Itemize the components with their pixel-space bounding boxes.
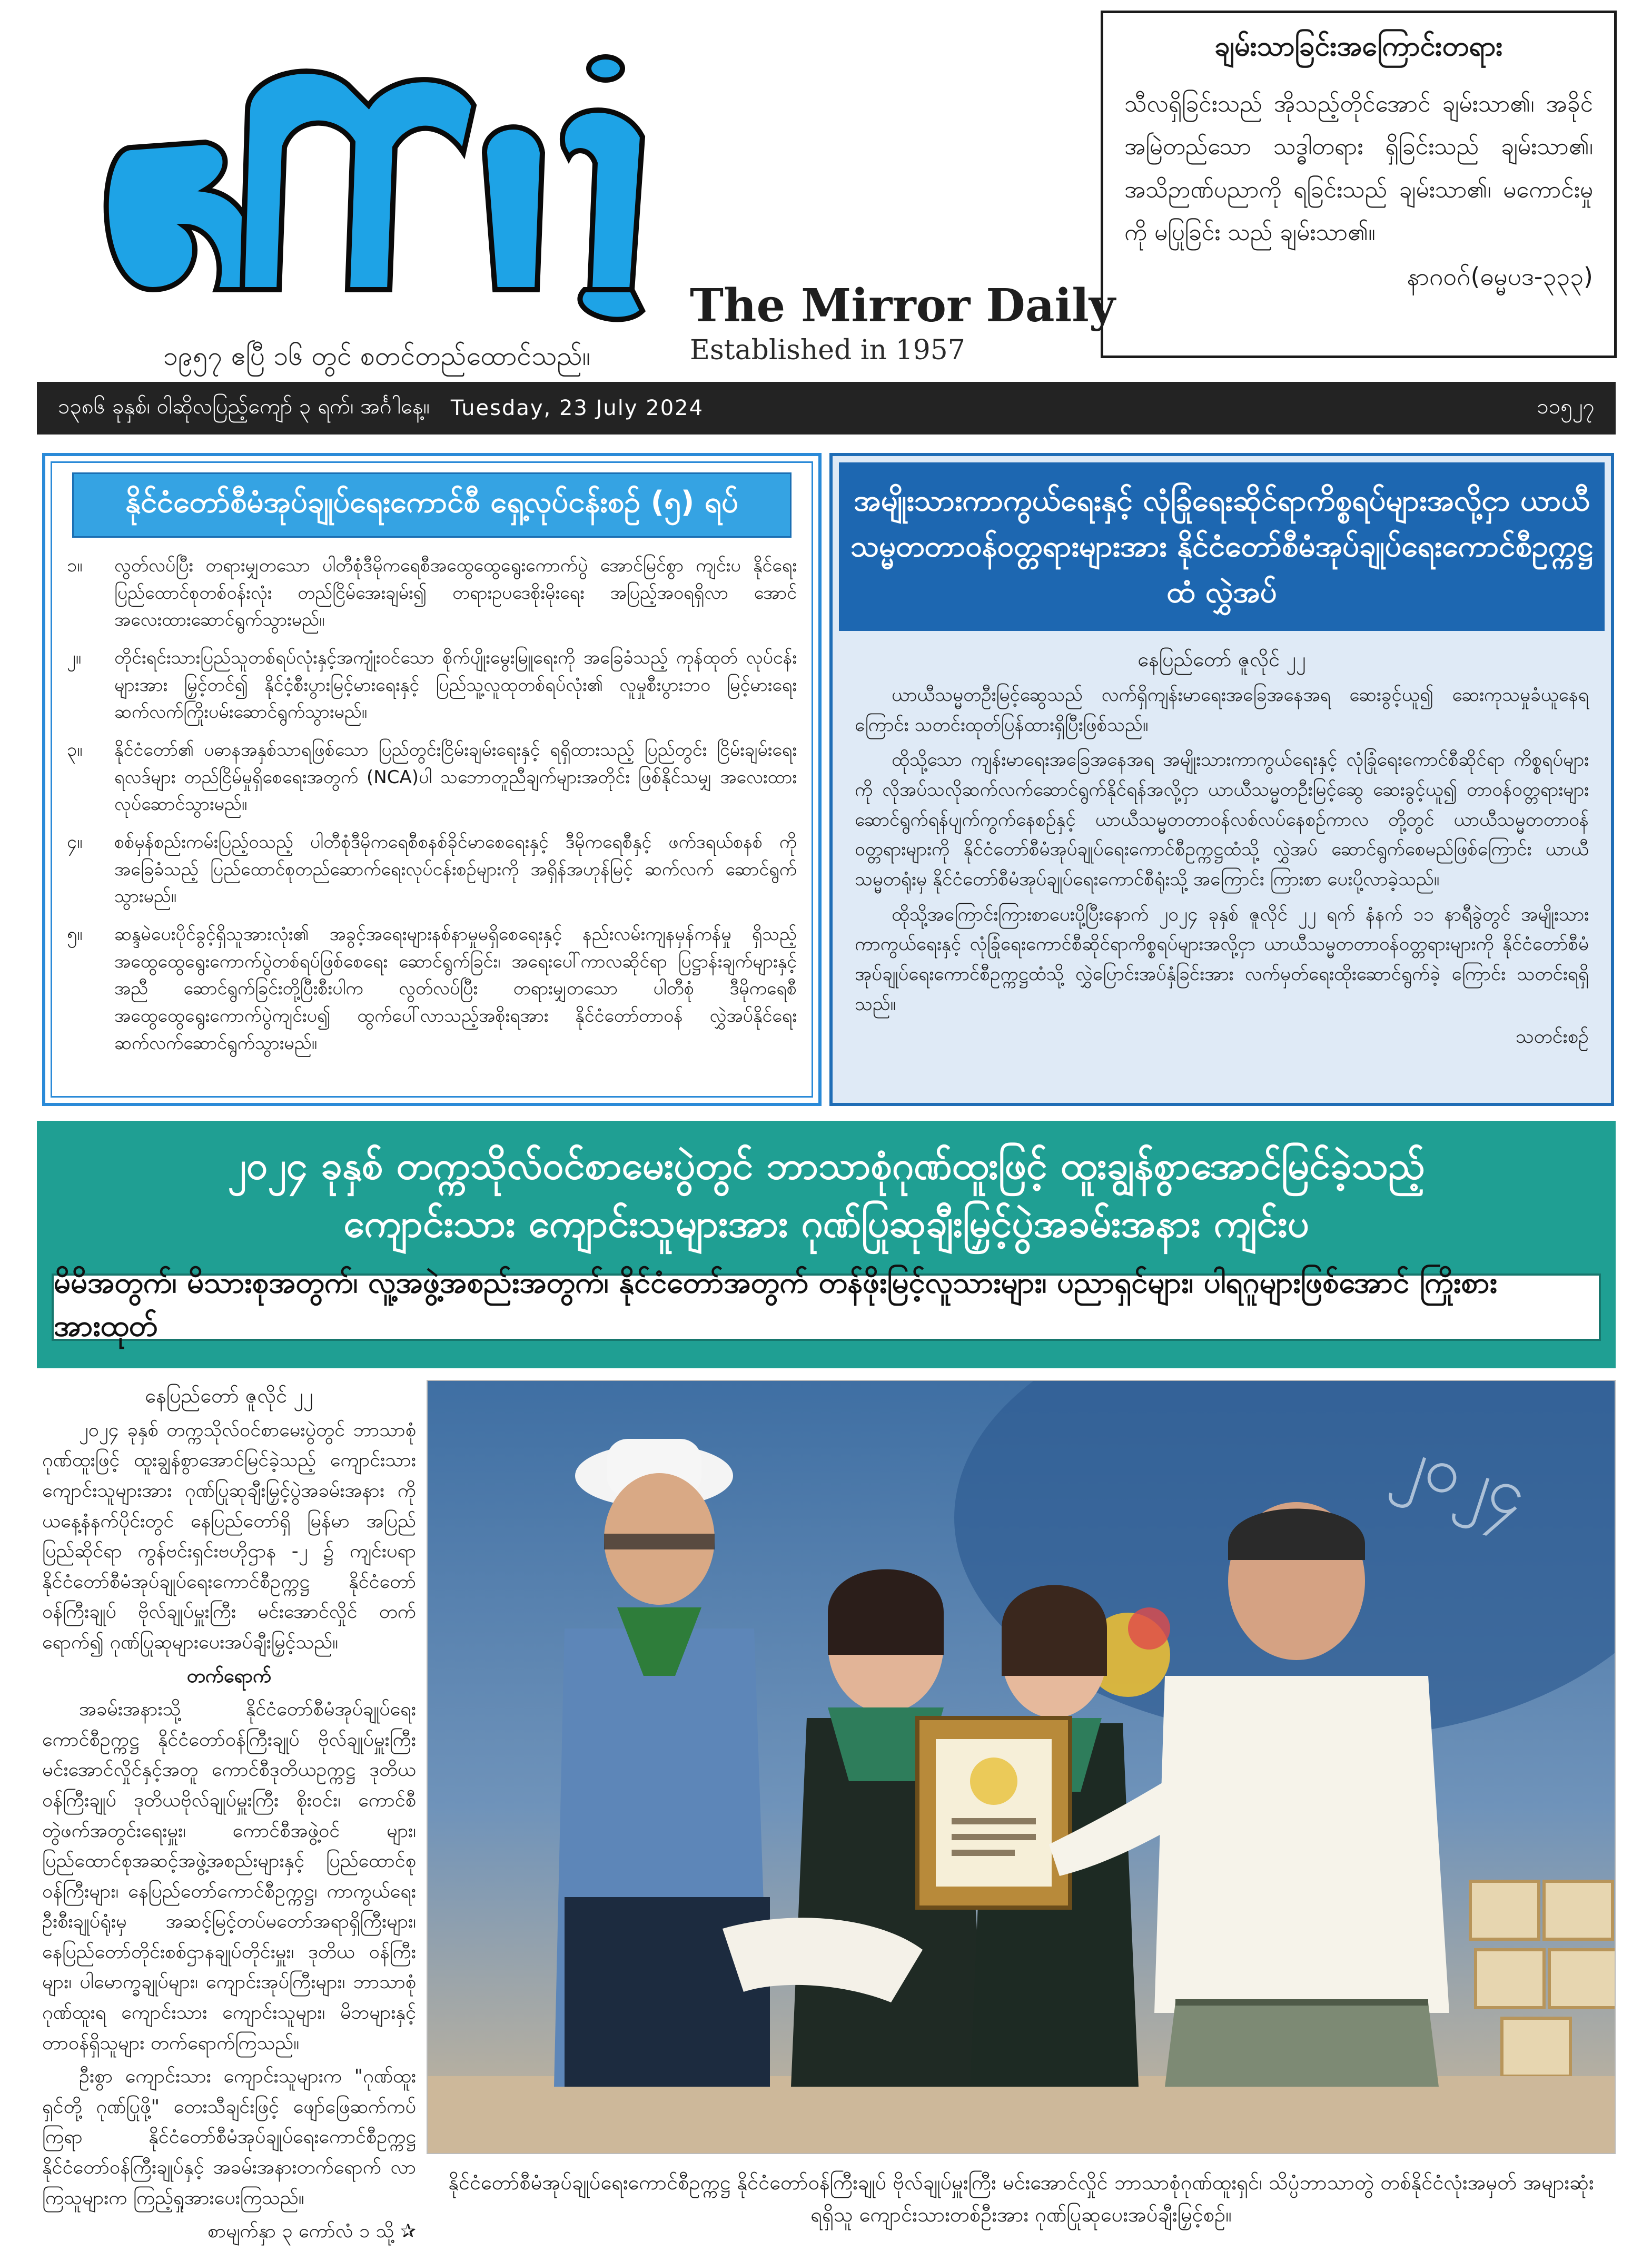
- wall-text: ၂၀၂၄: [1387, 1420, 1536, 1532]
- issue-number: ၁၁၅၂၇: [1537, 394, 1595, 419]
- article-paragraph: အခမ်းအနားသို့ နိုင်ငံတော်စီမံအုပ်ချုပ်ရေး ကောင်စီဥက္ကဋ္ဌ နိုင်ငံတော်ဝန်ကြီးချုပ် ဗိုလ်ချုပ်မှူးကြီး မင်းအောင်လှိုင်နှင့်အတူ ကောင်စီဒုတိယဥက္ကဋ္ဌ ဒုတိယဝန်ကြီးချုပ် ဒုတိယဗိုလ်ချုပ်မှူးကြီး စိုးဝင်း၊ ကောင်စီတွဲဖက်အတွင်းရေးမှူး၊ ကောင်စီအဖွဲ့ဝင် များ၊ ပြည်ထောင်စုအဆင့်အဖွဲ့အစည်းများနှင့် ပြည်ထောင်စု ဝန်ကြီးများ၊ နေပြည်တော်ကောင်စီဥက္ကဋ္ဌ၊ ကာကွယ်ရေး ဦးစီးချုပ်ရုံးမှ အဆင့်မြင့်တပ်မတော်အရာရှိကြီးများ၊ နေပြည်တော်တိုင်းစစ်ဌာနချုပ်တိုင်းမှူး၊ ဒုတိယ ဝန်ကြီးများ၊ ပါမောက္ခချုပ်များ၊ ကျောင်းအုပ်ကြီးများ၊ ဘာသာစုံဂုဏ်ထူးရ ကျောင်းသား ကျောင်းသူများ၊ မိဘများနှင့် တာဝန်ရှိသူများ တက်ရောက်ကြသည်။: [42, 1699, 416, 2054]
- photo-caption: နိုင်ငံတော်စီမံအုပ်ချုပ်ရေးကောင်စီဥက္ကဋ္ဌ နိုင်ငံတော်ဝန်ကြီးချုပ် ဗိုလ်ချုပ်မှူးကြီး မင်းအောင်လှိုင် ဘာသာစုံဂုဏ်ထူးရှင်၊ သိပ္ပံဘာသာတွဲ တစ်နိုင်ငံလုံးအမှတ် အများဆုံးရရှိသူ ကျောင်းသားတစ်ဦးအား ဂုဏ်ပြုဆုပေးအပ်ချီးမြှင့်စဉ်။: [448, 2171, 1594, 2226]
- quote-source: နာဂဝဂ်(ဓမ္မပဒ-၃၃၃): [1407, 262, 1593, 291]
- article-paragraph: ဦးစွာ ကျောင်းသား ကျောင်းသူများက "ဂုဏ်ထူး ရှင်တို့ ဂုဏ်ပြုဖို့" တေးသီချင်းဖြင့် ဖျော်ဖြေဆက်ကပ် ကြရာ နိုင်ငံတော်စီမံအုပ်ချုပ်ရေးကောင်စီဥက္ကဋ္ဌ နိုင်ငံတော်ဝန်ကြီးချုပ်နှင့် အခမ်းအနားတက်ရောက် လာကြသူများက ကြည့်ရှုအားပေးကြသည်။: [42, 2066, 416, 2209]
- transfer-body: [839, 631, 1605, 1064]
- transfer-headline: အမျိုးသားကာကွယ်ရေးနှင့် လုံခြုံရေးဆိုင်ရာကိစ္စရပ်များအလို့ငှာ ယာယီသမ္မတတာဝန်ဝတ္တရားများအား နိုင်ငံတော်စီမံအုပ်ချုပ်ရေးကောင်စီဥက္ကဋ္ဌထံ လွှဲအပ်: [839, 462, 1605, 631]
- quote-body: သီလရှိခြင်းသည် အိုသည့်တိုင်အောင် ချမ်းသာ၏၊ အခိုင်အမြဲတည်သော သဒ္ဓါတရား ရှိခြင်းသည် ချမ်းသာ၏၊ အသိဉာဏ်ပညာကို ရခြင်းသည် ချမ်းသာ၏၊ မကောင်းမှုကို မပြုခြင်း သည် ချမ်းသာ၏။: [1124, 91, 1593, 246]
- continued-link[interactable]: စာမျက်နှာ ၃ ကော်လံ ၁ သို့ ✰: [207, 2220, 416, 2243]
- main-article: [42, 1380, 416, 2249]
- objective-item: [67, 829, 797, 911]
- item-text: လွတ်လပ်ပြီး တရားမျှတသော ပါတီစုံဒီမိုကရေစီအထွေထွေရွေးကောက်ပွဲ အောင်မြင်စွာ ကျင်းပ နိုင်ရေး ပြည်ထောင်စုတစ်ဝန်းလုံး တည်ငြိမ်အေးချမ်း၍ တရားဥပဒေစိုးမိုးရေး အပြည့်အဝရရှိလာ အောင် အလေးထားဆောင်ရွက်သွားမည်။: [114, 555, 797, 631]
- item-text: တိုင်းရင်းသားပြည်သူတစ်ရပ်လုံးနှင့်အကျုံးဝင်သော စိုက်ပျိုးမွေးမြူရေးကို အခြေခံသည့် ကုန်ထုတ် လုပ်ငန်းများအား မြှင့်တင်၍ နိုင်ငံ့စီးပွားမြင့်မားရေးနှင့် ပြည်သူ့လူထုတစ်ရပ်လုံး၏ လူမှုစီးပွားဘဝ မြင့်မားရေး ဆက်လက်ကြိုးပမ်းဆောင်ရွက်သွားမည်။: [114, 647, 797, 723]
- transfer-news-box: [829, 453, 1614, 1106]
- english-date: Tuesday, 23 July 2024: [450, 396, 704, 420]
- objective-item: [67, 552, 797, 634]
- item-text: စစ်မှန်စည်းကမ်းပြည့်ဝသည့် ပါတီစုံဒီမိုကရေစီစနစ်ခိုင်မာစေရေးနှင့် ဒီမိုကရေစီနှင့် ဖက်ဒရယ်စနစ် ကို အခြေခံသည့် ပြည်ထောင်စုတည်ဆောက်ရေးလုပ်ငန်းစဉ်များကို အရှိန်အဟုန်မြင့် ဆက်လက် ဆောင်ရွက်သွားမည်။: [114, 832, 797, 907]
- item-number: ၃။: [67, 739, 83, 761]
- transfer-paragraph: ထိုသို့သော ကျန်းမာရေးအခြေအနေအရ အမျိုးသားကာကွယ်ရေးနှင့် လုံခြုံရေးကောင်စီဆိုင်ရာ ကိစ္စရပ်များကို လိုအပ်သလိုဆက်လက်ဆောင်ရွက်နိုင်ရန်အလို့ငှာ ယာယီသမ္မတဦးမြင့်ဆွေ ဆေးခွင့်ယူ၍ တာဝန်ဝတ္တရားများ ဆောင်ရွက်ရန်ပျက်ကွက်နေစဉ်နှင့် ယာယီသမ္မတတာဝန်လစ်လပ်နေစဉ်ကာလ တို့တွင် ယာယီသမ္မတတာဝန်ဝတ္တရားများကို နိုင်ငံတော်စီမံအုပ်ချုပ်ရေးကောင်စီဥက္ကဋ္ဌထံသို့ လွှဲအပ် ဆောင်ရွက်စေမည်ဖြစ်ကြောင်း ယာယီသမ္မတရုံးမှ နိုင်ငံတော်စီမံအုပ်ချုပ်ရေးကောင်စီရုံးသို့ အကြောင်း ကြားစာ ပေးပို့လာခဲ့သည်။: [855, 749, 1589, 891]
- item-text: ဆန္ဒမဲပေးပိုင်ခွင့်ရှိသူအားလုံး၏ အခွင့်အရေးများနစ်နာမှုမရှိစေရေးနှင့် နည်းလမ်းကျနမှန်ကန်မှု ရှိသည့် အထွေထွေရွေးကောက်ပွဲတစ်ရပ်ဖြစ်စေရေး ဆောင်ရွက်ခြင်း၊ အရေးပေါ်ကာလဆိုင်ရာ ပြဋ္ဌာန်းချက်များနှင့်အညီ ဆောင်ရွက်ခြင်းတို့ပြီးစီးပါက လွတ်လပ်ပြီး တရားမျှတသော ပါတီစုံ ဒီမိုကရေစီ အထွေထွေရွေးကောက်ပွဲကျင်းပ၍ ထွက်ပေါ်လာသည့်အစိုးရအား နိုင်ငံတော်တာဝန် လွှဲအပ်နိုင်ရေး ဆက်လက်ဆောင်ရွက်သွားမည်။: [114, 924, 797, 1054]
- founded-line: ၁၉၅၇ ဧပြီ ၁၆ တွင် စတင်တည်ထောင်သည်။: [163, 341, 590, 371]
- photo-illustration: [428, 1381, 1616, 2154]
- article-dateline: နေပြည်တော် ဇူလိုင် ၂၂: [145, 1384, 313, 1407]
- item-number: ၁။: [67, 555, 83, 576]
- item-number: ၄။: [67, 832, 83, 853]
- headline-subhead: မိမိအတွက်၊ မိသားစုအတွက်၊ လူ့အဖွဲ့အစည်းအတွက်၊ နိုင်ငံတော်အတွက် တန်ဖိုးမြင့်လူသားများ၊ ပညာရှင်များ၊ ပါရဂူများဖြစ်အောင် ကြိုးစားအားထုတ်: [52, 1273, 1601, 1341]
- main-headline-banner: [37, 1121, 1616, 1368]
- item-text: နိုင်ငံတော်၏ ပဓာနအနှစ်သာရဖြစ်သော ပြည်တွင်းငြိမ်းချမ်းရေးနှင့် ရရှိထားသည့် ပြည်တွင်း ငြိမ်းချမ်းရေးရလဒ်များ တည်ငြိမ်မှုရှိစေရေးအတွက် (NCA)ပါ သဘောတူညီချက်များအတိုင်း ဖြစ်နိုင်သမျှ အလေးထား လုပ်ဆောင်သွားမည်။: [114, 739, 797, 815]
- article-paragraph: ၂၀၂၄ ခုနှစ် တက္ကသိုလ်ဝင်စာမေးပွဲတွင် ဘာသာစုံ ဂုဏ်ထူးဖြင့် ထူးချွန်စွာအောင်မြင်ခဲ့သည့် ကျောင်းသား ကျောင်းသူများအား ဂုဏ်ပြုဆုချီးမြှင့်ပွဲအခမ်းအနား ကို ယနေ့နံနက်ပိုင်းတွင် နေပြည်တော်ရှိ မြန်မာ အပြည်ပြည်ဆိုင်ရာ ကွန်ဗင်းရှင်းဗဟိုဌာန -၂ ၌ ကျင်းပရာ နိုင်ငံတော်စီမံအုပ်ချုပ်ရေးကောင်စီဥက္ကဋ္ဌ နိုင်ငံတော်ဝန်ကြီးချုပ် ဗိုလ်ချုပ်မှူးကြီး မင်းအောင်လှိုင် တက်ရောက်၍ ဂုဏ်ပြုဆုများပေးအပ်ချီးမြှင့်သည်။: [42, 1419, 416, 1653]
- established-line: Established in 1957: [690, 334, 965, 366]
- masthead: [37, 11, 1115, 379]
- quote-title: ချမ်းသာခြင်းအကြောင်းတရား: [1214, 31, 1503, 62]
- transfer-paragraph: ယာယီသမ္မတဦးမြင့်ဆွေသည် လက်ရှိကျန်းမာရေးအခြေအနေအရ ဆေးခွင့်ယူ၍ ဆေးကုသမှုခံယူနေရ ကြောင်း သတင်းထုတ်ပြန်ထားရှိပြီးဖြစ်သည်။: [855, 684, 1589, 736]
- headline-line-1: ၂၀၂၄ ခုနှစ် တက္ကသိုလ်ဝင်စာမေးပွဲတွင် ဘာသာစုံဂုဏ်ထူးဖြင့် ထူးချွန်စွာအောင်မြင်ခဲ့သည့်: [227, 1143, 1425, 1188]
- transfer-dateline: နေပြည်တော် ဇူလိုင် ၂၂: [1137, 648, 1306, 672]
- article-subheading: တက်ရောက်: [186, 1665, 272, 1687]
- newspaper-logo: [74, 16, 721, 332]
- objectives-heading: နိုင်ငံတော်စီမံအုပ်ချုပ်ရေးကောင်စီ ရှေ့လုပ်ငန်းစဉ် (၅) ရပ်: [72, 472, 792, 538]
- item-number: ၅။: [67, 924, 83, 945]
- award-certificate: [917, 1718, 1070, 1908]
- transfer-signature: သတင်းစဉ်: [1515, 1025, 1589, 1048]
- date-bar: [37, 382, 1616, 435]
- transfer-paragraph: ထိုသို့အကြောင်းကြားစာပေးပို့ပြီးနောက် ၂၀၂၄ ခုနှစ် ဇူလိုင် ၂၂ ရက် နံနက် ၁၁ နာရီခွဲတွင် အမျိုးသား ကာကွယ်ရေးနှင့် လုံခြုံရေးကောင်စီဆိုင်ရာကိစ္စရပ်များအလို့ငှာ ယာယီသမ္မတတာဝန်ဝတ္တရားများကို နိုင်ငံတော်စီမံအုပ်ချုပ်ရေးကောင်စီဥက္ကဋ္ဌထံသို့ လွှဲပြောင်းအပ်နှံခြင်းအား လက်မှတ်ရေးထိုးဆောင်ရွက်ခဲ့ ကြောင်း သတင်းရရှိသည်။: [855, 904, 1589, 1015]
- dhamma-quote-box: [1101, 11, 1617, 358]
- award-ceremony-photo: [427, 1380, 1616, 2154]
- english-title: The Mirror Daily: [690, 279, 1115, 332]
- objectives-box: [42, 453, 822, 1106]
- myanmar-date: ၁၃၈၆ ခုနှစ်၊ ဝါဆိုလပြည့်ကျော် ၃ ရက်၊ အင်္ဂါနေ့။: [58, 394, 430, 419]
- objectives-list: [67, 552, 797, 1057]
- headline-line-2: ကျောင်းသား ကျောင်းသူများအား ဂုဏ်ပြုဆုချီးမြှင့်ပွဲအခမ်းအနား ကျင်းပ: [343, 1201, 1309, 1246]
- objective-item: [67, 645, 797, 726]
- objective-item: [67, 737, 797, 818]
- objective-item: [67, 921, 797, 1057]
- item-number: ၂။: [67, 647, 81, 669]
